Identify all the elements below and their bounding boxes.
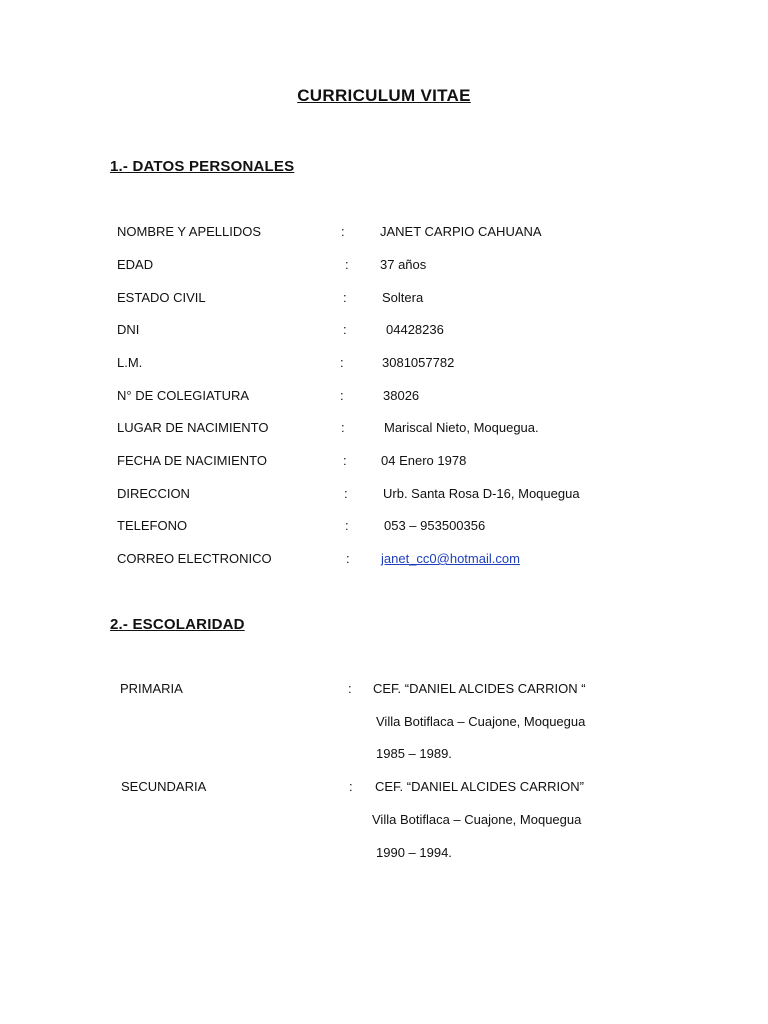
personal-row-birthplace — [0, 420, 768, 440]
personal-row-lm — [0, 355, 768, 375]
field-label-lm: L.M. — [117, 355, 143, 370]
personal-row-dni — [0, 322, 768, 342]
field-value-birthplace: Mariscal Nieto, Moquegua. — [384, 420, 539, 435]
field-separator: : — [341, 420, 345, 435]
field-label-civil-status: ESTADO CIVIL — [117, 290, 206, 305]
field-label-birthdate: FECHA DE NACIMIENTO — [117, 453, 268, 468]
field-separator: : — [345, 257, 349, 272]
field-value-phone: 053 – 953500356 — [384, 518, 486, 533]
field-value-lm: 3081057782 — [382, 355, 455, 370]
field-separator: : — [343, 290, 347, 305]
field-value-name: JANET CARPIO CAHUANA — [380, 224, 542, 239]
field-label-registration: N° DE COLEGIATURA — [117, 388, 250, 403]
field-separator: : — [340, 388, 344, 403]
personal-row-registration — [0, 388, 768, 408]
field-separator: : — [348, 681, 352, 696]
personal-row-address — [0, 486, 768, 506]
field-label-age: EDAD — [117, 257, 154, 272]
personal-row-email — [0, 551, 768, 571]
education-row-secondary — [0, 779, 768, 799]
document-title: CURRICULUM VITAE — [297, 86, 471, 105]
education-row-secondary-years — [0, 845, 768, 865]
personal-row-birthdate — [0, 453, 768, 473]
section-heading-education: 2.- ESCOLARIDAD — [110, 616, 245, 633]
field-label-name: NOMBRE Y APELLIDOS — [117, 224, 262, 239]
field-label-email: CORREO ELECTRONICO — [117, 551, 272, 566]
personal-row-name — [0, 224, 768, 244]
education-row-secondary-location — [0, 812, 768, 832]
field-value-civil-status: Soltera — [382, 290, 424, 305]
field-label-primary: PRIMARIA — [120, 681, 183, 696]
field-separator: : — [343, 453, 347, 468]
field-value-dni: 04428236 — [386, 322, 444, 337]
field-value-birthdate: 04 Enero 1978 — [381, 453, 467, 468]
education-row-primary-location — [0, 714, 768, 734]
field-label-birthplace: LUGAR DE NACIMIENTO — [117, 420, 269, 435]
field-label-secondary: SECUNDARIA — [121, 779, 207, 794]
secondary-school-name: CEF. “DANIEL ALCIDES CARRION” — [375, 779, 585, 794]
field-separator: : — [344, 486, 348, 501]
education-row-primary — [0, 681, 768, 701]
field-separator: : — [349, 779, 353, 794]
field-label-dni: DNI — [117, 322, 140, 337]
field-value-registration: 38026 — [383, 388, 420, 403]
section-heading-personal: 1.- DATOS PERSONALES — [110, 158, 295, 175]
personal-row-civil-status — [0, 290, 768, 310]
primary-school-years: 1985 – 1989. — [376, 746, 452, 761]
email-link[interactable]: janet_cc0@hotmail.com — [381, 551, 520, 566]
field-value-address: Urb. Santa Rosa D-16, Moquegua — [383, 486, 580, 501]
field-label-phone: TELEFONO — [117, 518, 188, 533]
field-value-age: 37 años — [380, 257, 427, 272]
primary-school-location: Villa Botiflaca – Cuajone, Moquegua — [376, 714, 586, 729]
secondary-school-location: Villa Botiflaca – Cuajone, Moquegua — [372, 812, 582, 827]
field-separator: : — [341, 224, 345, 239]
field-label-address: DIRECCION — [117, 486, 190, 501]
secondary-school-years: 1990 – 1994. — [376, 845, 452, 860]
field-separator: : — [346, 551, 350, 566]
field-separator: : — [343, 322, 347, 337]
personal-row-phone — [0, 518, 768, 538]
field-separator: : — [340, 355, 344, 370]
education-row-primary-years — [0, 746, 768, 766]
personal-row-age — [0, 257, 768, 277]
field-separator: : — [345, 518, 349, 533]
primary-school-name: CEF. “DANIEL ALCIDES CARRION “ — [373, 681, 586, 696]
